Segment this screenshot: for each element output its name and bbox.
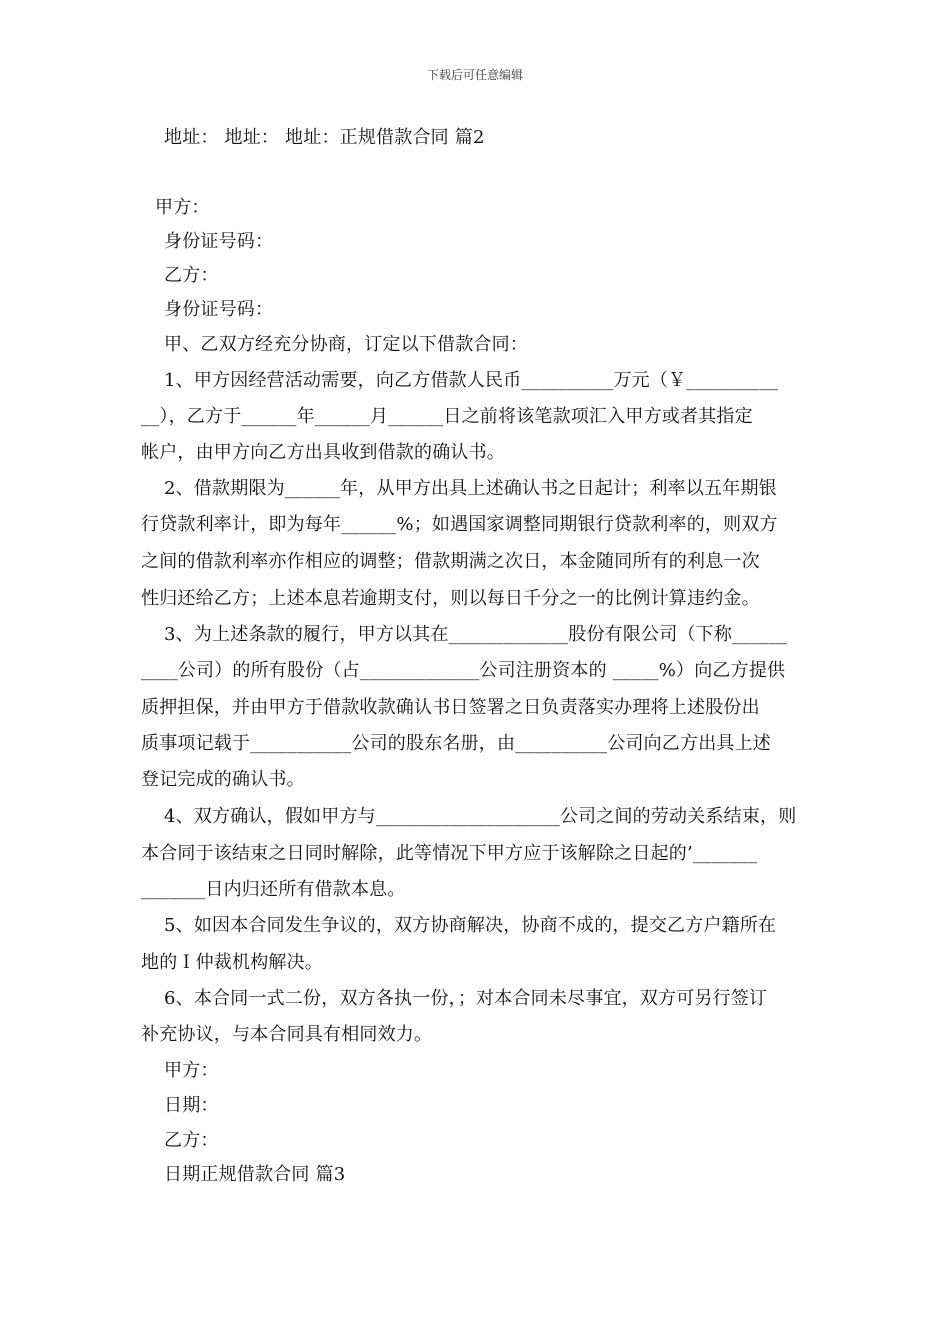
clause-1-line: 1、甲方因经营活动需要，向乙方借款人民币__________万元（￥__________ — [164, 370, 779, 391]
party-b-label: 乙方： — [164, 265, 219, 286]
clause-4-line: _______日内归还所有借款本息。 — [141, 879, 406, 900]
next-section-title: 日期正规借款合同 篇3 — [164, 1164, 346, 1185]
signature-date: 日期： — [164, 1095, 219, 1116]
paragraph-line: 甲、乙双方经充分协商，订定以下借款合同： — [164, 334, 528, 355]
clause-2-line: 行贷款利率计，即为每年______%；如遇国家调整同期银行贷款利率的，则双方 — [141, 514, 778, 535]
clause-3-line: 3、为上述条款的履行，甲方以其在_____________股份有限公司（下称______ — [164, 624, 788, 645]
page-header: 下载后可任意编辑 — [426, 68, 523, 82]
clause-2-line: 2、借款期限为______年，从甲方出具上述确认书之日起计；利率以五年期银 — [164, 478, 777, 499]
clause-3-line: 质事项记载于___________公司的股东名册，由__________公司向乙方出具上述 — [141, 733, 771, 754]
id-number-label: 身份证号码： — [164, 231, 274, 252]
clause-5-line: 5、如因本合同发生争议的，双方协商解决，协商不成的，提交乙方户籍所在 — [164, 915, 777, 936]
clause-3-line: ____公司）的所有股份（占_____________公司注册资本的 _____%）向乙方提供 — [141, 660, 786, 681]
party-a-label: 甲方： — [155, 197, 210, 218]
clause-2-line: 性归还给乙方；上述本息若逾期支付，则以每日千分之一的比例计算违约金。 — [141, 588, 760, 609]
clause-6-line: 补充协议，与本合同具有相同效力。 — [141, 1024, 433, 1045]
clause-4-line: 本合同于该结束之日同时解除，此等情况下甲方应于该解除之日起的’_______ — [141, 843, 758, 864]
clause-6-line: 6、本合同一式二份，双方各执一份，；对本合同未尽事宜，双方可另行签订 — [164, 988, 768, 1009]
clause-1-line: __），乙方于______年______月______日之前将该笔款项汇入甲方或者其指定 — [141, 406, 753, 427]
clause-2-line: 之间的借款利率亦作相应的调整；借款期满之次日，本金随同所有的利息一次 — [141, 551, 760, 572]
clause-5-line: 地的Ｉ仲裁机构解决。 — [141, 952, 323, 973]
clause-3-line: 登记完成的确认书。 — [141, 769, 305, 790]
clause-1-line: 帐户，由甲方向乙方出具收到借款的确认书。 — [141, 442, 505, 463]
clause-3-line: 质押担保，并由甲方于借款收款确认书日签署之日负责落实办理将上述股份出 — [141, 697, 760, 718]
clause-4-line: 4、双方确认，假如甲方与____________________公司之间的劳动关系结束，则 — [164, 806, 797, 827]
id-number-label: 身份证号码： — [164, 299, 274, 320]
signature-party-a: 甲方： — [164, 1060, 219, 1081]
section-title: 地址： 地址： 地址：正规借款合同 篇2 — [164, 127, 485, 148]
signature-party-b: 乙方： — [164, 1130, 219, 1151]
